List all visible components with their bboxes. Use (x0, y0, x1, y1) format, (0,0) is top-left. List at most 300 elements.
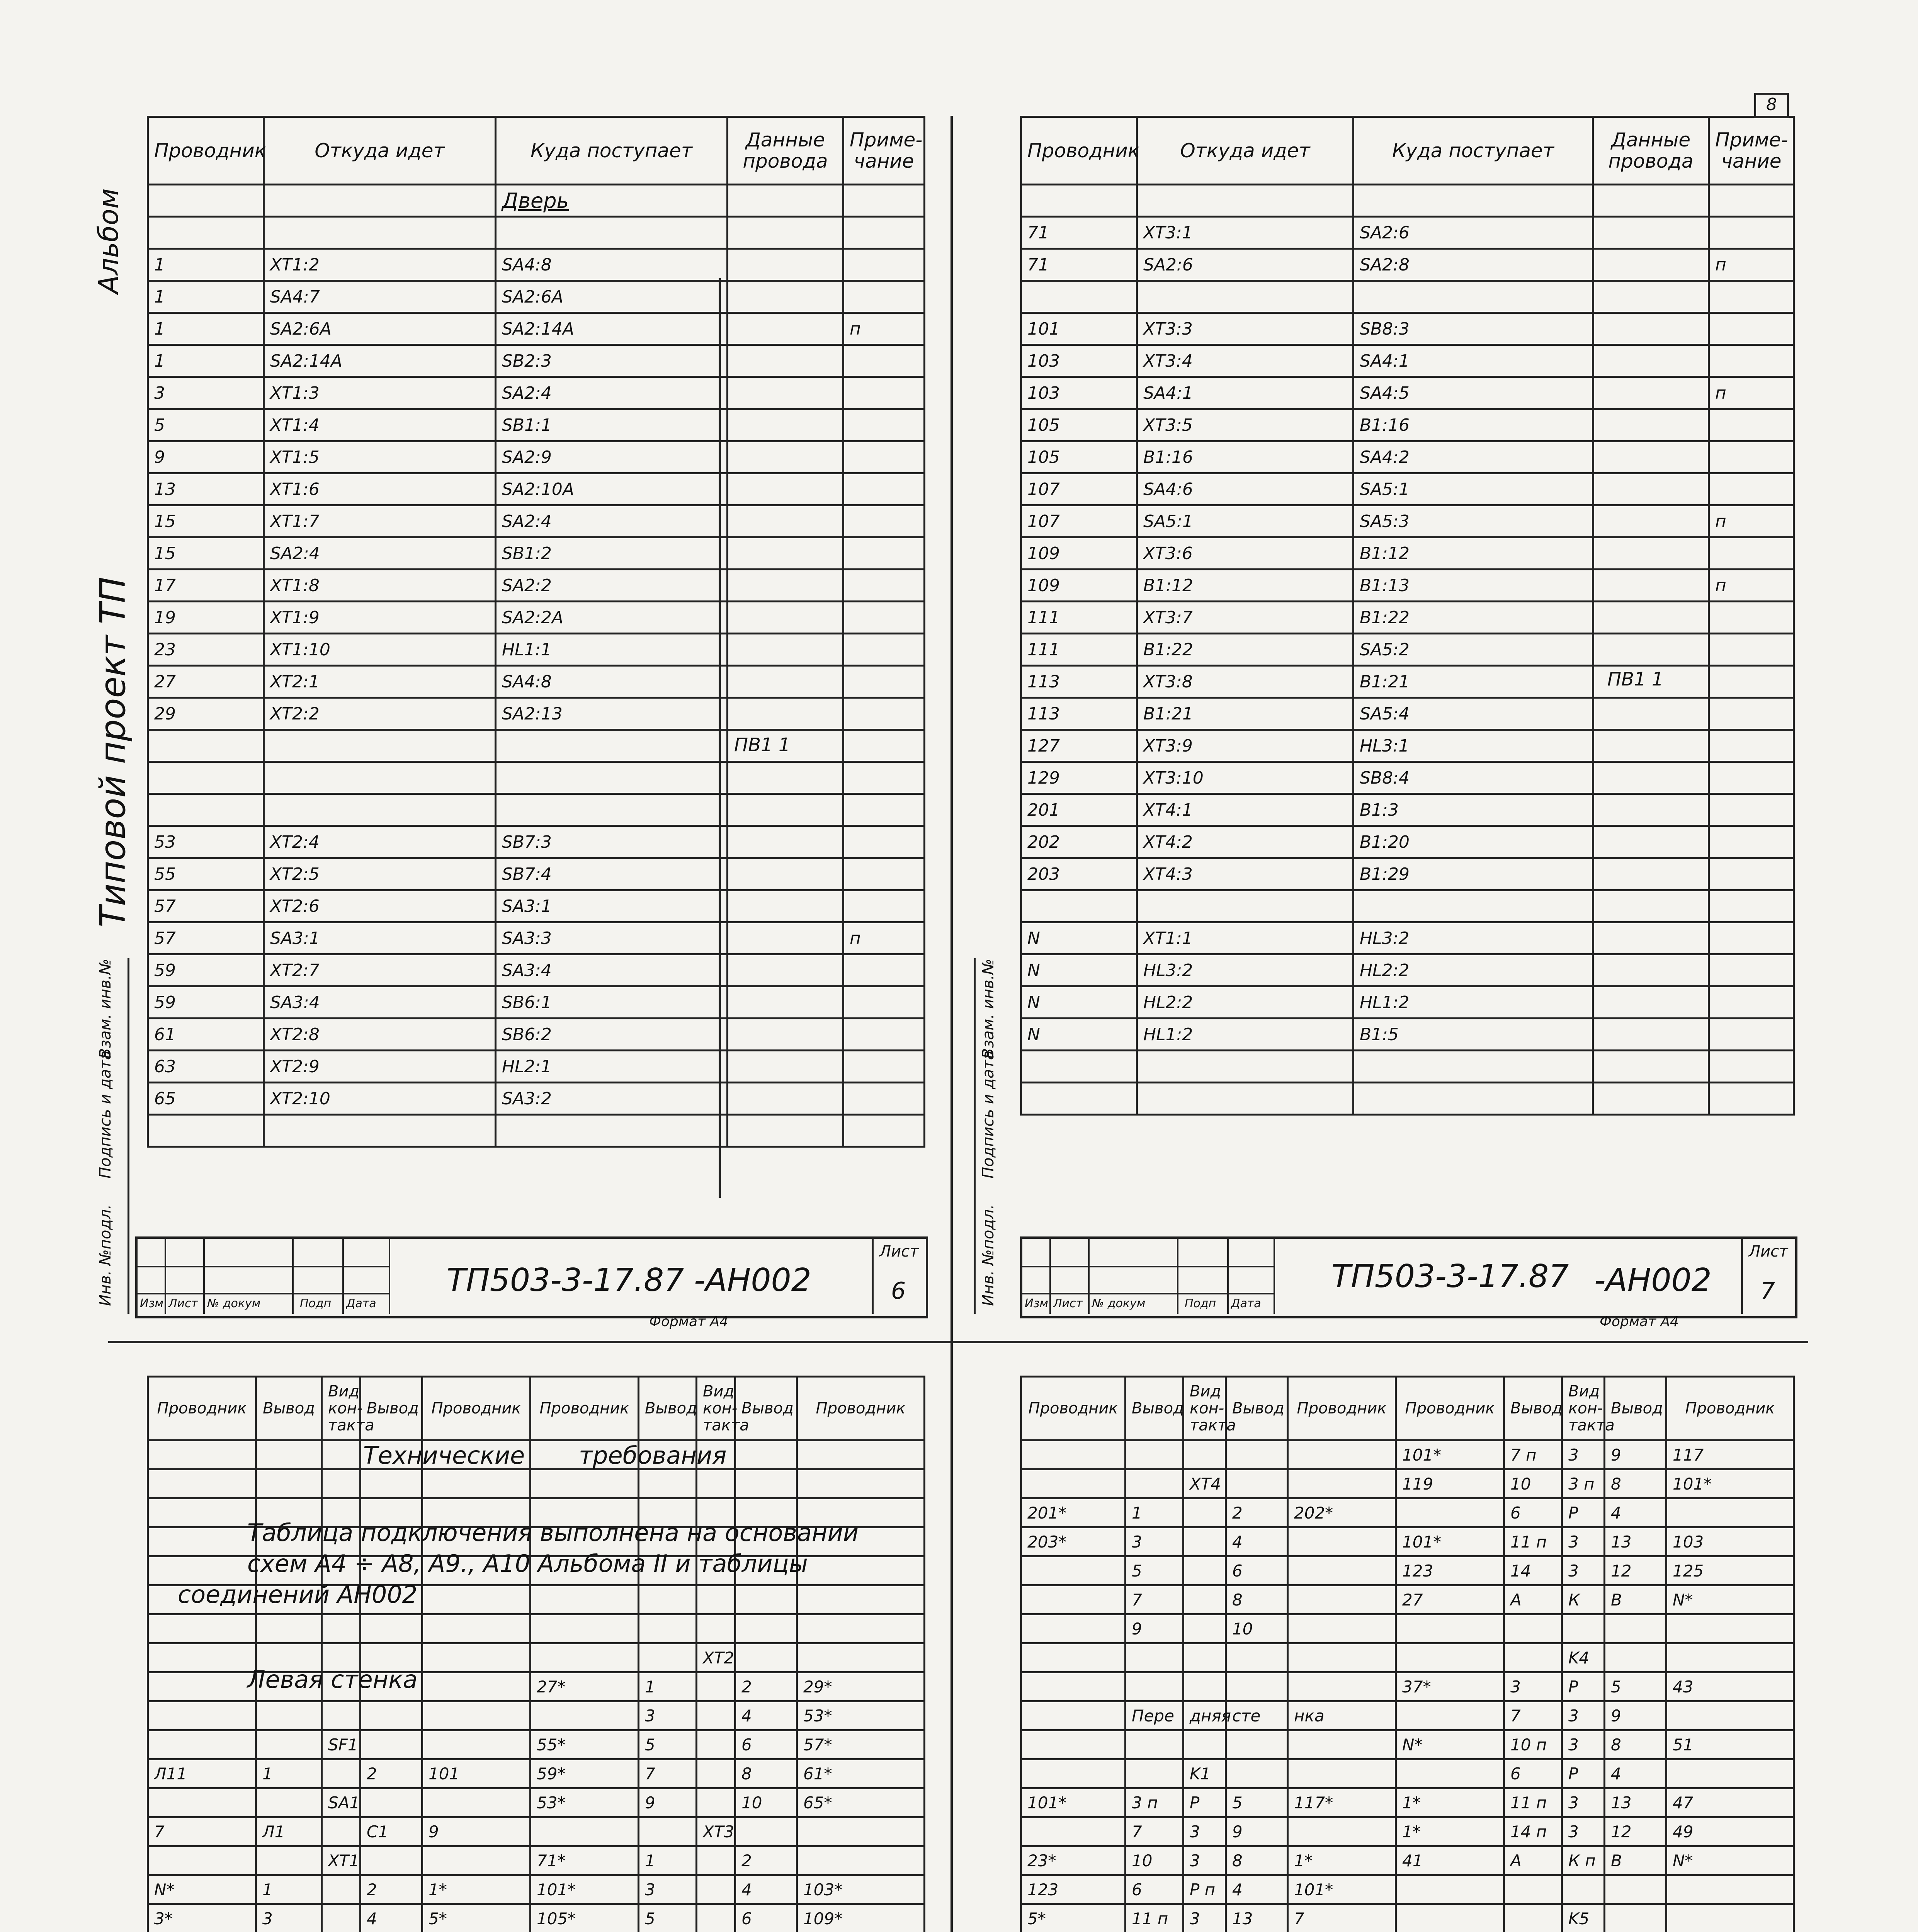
wire-note: ПВ1 1 (734, 734, 791, 756)
from-cell: SA3:1 (264, 922, 496, 954)
tech-requirements: Технические требования (363, 1441, 727, 1469)
conn-cell: 53* (797, 1701, 925, 1730)
conn-cell (1605, 1614, 1666, 1643)
conn-cell: XT4 (1183, 1469, 1226, 1498)
from-cell: XT2:4 (264, 826, 496, 858)
table-row (148, 1846, 925, 1875)
conn-cell (148, 1846, 256, 1875)
conn-cell (1226, 1672, 1288, 1701)
note-cell (843, 217, 925, 249)
col-header: Приме-чание (843, 117, 925, 185)
table-row (1021, 762, 1794, 794)
col-header: Вывод (1126, 1377, 1183, 1440)
to-cell (496, 730, 728, 762)
from-cell: XT4:2 (1137, 826, 1353, 858)
wire-cell: 103 (1021, 377, 1137, 409)
conn-cell: 49 (1666, 1817, 1794, 1846)
conn-cell (1605, 1643, 1666, 1672)
conn-cell: 101* (1396, 1527, 1504, 1556)
conn-cell: 6 (1504, 1759, 1562, 1788)
from-cell (264, 730, 496, 762)
conn-cell (322, 1440, 360, 1469)
to-cell: SA2:6A (496, 281, 728, 313)
note-line: соединений АН002 (178, 1580, 418, 1609)
table-row (148, 1115, 925, 1147)
conn-cell (1288, 1469, 1396, 1498)
table-row (148, 1817, 925, 1846)
wire-cell: 59 (148, 954, 264, 986)
conn-cell (797, 1556, 925, 1585)
from-cell: XT3:4 (1137, 345, 1353, 377)
conn-cell: 202* (1288, 1498, 1396, 1527)
conn-cell (639, 1614, 697, 1643)
to-cell (496, 794, 728, 826)
table-row (148, 1875, 925, 1904)
from-cell (264, 217, 496, 249)
from-cell: XT1:8 (264, 570, 496, 602)
wire-cell: N (1021, 922, 1137, 954)
conn-cell (1226, 1469, 1288, 1498)
table-row (148, 409, 925, 441)
col-header: Проводник (1396, 1377, 1504, 1440)
table-row (1021, 281, 1794, 313)
conn-cell: 119 (1396, 1469, 1504, 1498)
conn-cell (1226, 1440, 1288, 1469)
conn-cell (148, 1788, 256, 1817)
conn-cell: 6 (735, 1904, 797, 1932)
wire-data-cell (1593, 473, 1709, 505)
table-row (1021, 537, 1794, 570)
wire-data-cell (728, 570, 843, 602)
conn-cell (1288, 1672, 1396, 1701)
table-row (1021, 345, 1794, 377)
to-cell (496, 762, 728, 794)
note-cell (1709, 954, 1794, 986)
from-cell: HL3:2 (1137, 954, 1353, 986)
conn-cell: 6 (1126, 1875, 1183, 1904)
conn-cell (360, 1846, 422, 1875)
conn-cell: 11 п (1126, 1904, 1183, 1932)
conn-cell: 9 (422, 1817, 531, 1846)
conn-cell (797, 1585, 925, 1614)
conn-cell (422, 1614, 531, 1643)
conn-cell: 7 (1126, 1585, 1183, 1614)
note-cell (843, 377, 925, 409)
to-cell: HL2:1 (496, 1051, 728, 1083)
to-cell: SA5:1 (1353, 473, 1593, 505)
from-cell: B1:16 (1137, 441, 1353, 473)
note-cell (843, 826, 925, 858)
note-cell (1709, 217, 1794, 249)
note-cell (843, 890, 925, 922)
from-cell: XT1:3 (264, 377, 496, 409)
wire-cell (1021, 281, 1137, 313)
conn-cell: 53* (531, 1788, 639, 1817)
table-row (1021, 986, 1794, 1019)
to-cell: SA5:3 (1353, 505, 1593, 537)
conn-cell (148, 1498, 256, 1527)
table-row (148, 1019, 925, 1051)
wire-data-cell (1593, 217, 1709, 249)
wire-data-cell (728, 890, 843, 922)
conn-cell (256, 1614, 322, 1643)
conn-cell (148, 1614, 256, 1643)
col-header: Приме-чание (1709, 117, 1794, 185)
note-cell (1709, 986, 1794, 1019)
conn-cell (1666, 1701, 1794, 1730)
note-cell (843, 954, 925, 986)
note-cell (1709, 730, 1794, 762)
table-row (148, 826, 925, 858)
conn-cell (639, 1469, 697, 1498)
from-cell: XT1:2 (264, 249, 496, 281)
conn-cell: 6 (735, 1730, 797, 1759)
wire-cell: 1 (148, 345, 264, 377)
conn-cell (1021, 1556, 1126, 1585)
wire-data-cell (728, 1115, 843, 1147)
note-cell (843, 1019, 925, 1051)
note-cell (843, 537, 925, 570)
conn-cell (256, 1440, 322, 1469)
from-cell: SA4:7 (264, 281, 496, 313)
conn-cell (735, 1643, 797, 1672)
table-row (1021, 1440, 1794, 1469)
to-cell (1353, 1083, 1593, 1115)
conn-cell (422, 1730, 531, 1759)
note-cell (843, 249, 925, 281)
conn-cell (148, 1672, 256, 1701)
table-row (148, 666, 925, 698)
table-row (1021, 217, 1794, 249)
sheet-7 (1020, 95, 1793, 1330)
conn-cell: 10 п (1504, 1730, 1562, 1759)
table-row (1021, 313, 1794, 345)
wire-cell: 109 (1021, 537, 1137, 570)
wire-data-cell (1593, 1083, 1709, 1115)
col-header: Проводник (1666, 1377, 1794, 1440)
wire-cell: 202 (1021, 826, 1137, 858)
side-field: Взам. инв.№ (97, 959, 114, 1059)
conn-cell: 11 п (1504, 1788, 1562, 1817)
side-field: Подпись и дата (97, 1050, 114, 1179)
col-header: Вывод (360, 1377, 422, 1440)
wire-cell: 71 (1021, 217, 1137, 249)
conn-cell (531, 1585, 639, 1614)
note-cell (1709, 1083, 1794, 1115)
conn-cell (639, 1817, 697, 1846)
wire-data-cell (728, 1083, 843, 1115)
sheet-6 (140, 116, 923, 1330)
from-cell: SA2:4 (264, 537, 496, 570)
wire-cell: 105 (1021, 441, 1137, 473)
from-cell: HL1:2 (1137, 1019, 1353, 1051)
table-row (148, 473, 925, 505)
stamp-h-date: Дата (1231, 1297, 1261, 1310)
to-cell: B1:29 (1353, 858, 1593, 890)
to-cell: SB7:3 (496, 826, 728, 858)
conn-cell: 12 (1605, 1556, 1666, 1585)
note-cell (1709, 1051, 1794, 1083)
conn-cell: 4 (1226, 1527, 1288, 1556)
from-cell: XT3:5 (1137, 409, 1353, 441)
from-cell: SA2:6A (264, 313, 496, 345)
conn-cell: 2 (360, 1875, 422, 1904)
wire-data-cell (1593, 537, 1709, 570)
conn-cell: 27* (531, 1672, 639, 1701)
wire-cell (1021, 185, 1137, 217)
conn-cell (322, 1759, 360, 1788)
from-cell: B1:21 (1137, 698, 1353, 730)
table-row (1021, 1585, 1794, 1614)
note-cell (843, 1051, 925, 1083)
conn-cell (322, 1875, 360, 1904)
table-row (1021, 634, 1794, 666)
conn-cell (1126, 1730, 1183, 1759)
conn-cell: 7 (639, 1759, 697, 1788)
to-cell: SA4:5 (1353, 377, 1593, 409)
from-cell: XT4:3 (1137, 858, 1353, 890)
note-cell (843, 602, 925, 634)
from-cell: XT3:8 (1137, 666, 1353, 698)
from-cell: XT1:5 (264, 441, 496, 473)
conn-cell (797, 1817, 925, 1846)
wire-data-cell (1593, 698, 1709, 730)
from-cell: SA2:6 (1137, 249, 1353, 281)
conn-cell (735, 1817, 797, 1846)
table-row (1021, 698, 1794, 730)
wire-data-cell (728, 281, 843, 313)
conn-cell (531, 1614, 639, 1643)
table-row (1021, 1019, 1794, 1051)
note-cell (1709, 634, 1794, 666)
wire-cell: 107 (1021, 473, 1137, 505)
conn-cell (1021, 1759, 1126, 1788)
table-row (148, 730, 925, 762)
conn-cell (1183, 1672, 1226, 1701)
table-row (148, 537, 925, 570)
conn-cell: 101 (422, 1759, 531, 1788)
note-cell (843, 986, 925, 1019)
note-cell (843, 505, 925, 537)
wire-data-cell (728, 666, 843, 698)
conn-cell (322, 1904, 360, 1932)
note-cell (843, 345, 925, 377)
note-cell (843, 441, 925, 473)
conn-cell (1666, 1498, 1794, 1527)
col-header: Проводник (531, 1377, 639, 1440)
conn-cell (1288, 1817, 1396, 1846)
table-row (1021, 1788, 1794, 1817)
conn-cell (797, 1469, 925, 1498)
from-cell: XT1:7 (264, 505, 496, 537)
note-cell (843, 409, 925, 441)
to-cell: HL2:2 (1353, 954, 1593, 986)
conn-cell: 1 (1126, 1498, 1183, 1527)
table-row (1021, 1875, 1794, 1904)
conn-cell: К п (1562, 1846, 1605, 1875)
conn-cell: N* (1666, 1585, 1794, 1614)
wire-data-cell (1593, 1019, 1709, 1051)
conn-cell (1183, 1556, 1226, 1585)
from-cell (1137, 281, 1353, 313)
note-cell (1709, 890, 1794, 922)
conn-cell: 29* (797, 1672, 925, 1701)
table-row (1021, 377, 1794, 409)
conn-cell: 203* (1021, 1527, 1126, 1556)
conn-cell: 125 (1666, 1556, 1794, 1585)
table-row (148, 281, 925, 313)
note-cell (1709, 794, 1794, 826)
wire-data-cell (728, 249, 843, 281)
col-header: Проводник (797, 1377, 925, 1440)
conn-cell (1396, 1875, 1504, 1904)
wire-cell: 1 (148, 313, 264, 345)
stamp-h-doc: № докум (207, 1297, 261, 1310)
conn-cell (697, 1788, 735, 1817)
conn-cell: С1 (360, 1817, 422, 1846)
conn-cell: Р (1562, 1672, 1605, 1701)
conn-cell (1183, 1440, 1226, 1469)
table-row (1021, 1643, 1794, 1672)
conn-cell (1288, 1643, 1396, 1672)
conn-cell (148, 1527, 256, 1556)
conn-cell (1021, 1701, 1126, 1730)
to-cell (496, 217, 728, 249)
wire-data-cell (1593, 794, 1709, 826)
wire-cell (1021, 890, 1137, 922)
conn-cell (697, 1585, 735, 1614)
from-cell: XT1:6 (264, 473, 496, 505)
conn-cell: 43 (1666, 1672, 1794, 1701)
wire-data-cell (728, 505, 843, 537)
from-cell: XT2:6 (264, 890, 496, 922)
table-row (148, 1788, 925, 1817)
conn-cell (256, 1701, 322, 1730)
conn-cell: 6 (1226, 1556, 1288, 1585)
conn-cell: 3 (1562, 1701, 1605, 1730)
section-title: Дверь (496, 185, 728, 217)
note-line: схем А4 ÷ А8, А9., А10 Альбома II и таблицы (247, 1549, 808, 1578)
conn-cell (256, 1469, 322, 1498)
table-row (148, 345, 925, 377)
wire-cell (148, 730, 264, 762)
conn-cell: 3 (1183, 1817, 1226, 1846)
table-row (1021, 1846, 1794, 1875)
col-header: Куда поступает (1353, 117, 1593, 185)
conn-cell: Р (1183, 1788, 1226, 1817)
wire-cell: 1 (148, 281, 264, 313)
conn-cell: 5 (639, 1730, 697, 1759)
conn-cell (1126, 1643, 1183, 1672)
col-header: Вывод (1226, 1377, 1288, 1440)
conn-cell (360, 1469, 422, 1498)
page-divider (950, 116, 953, 1932)
table-row (148, 1730, 925, 1759)
conn-cell: Пере (1126, 1701, 1183, 1730)
to-cell: B1:5 (1353, 1019, 1593, 1051)
table-row (1021, 1469, 1794, 1498)
col-header: Вывод (639, 1377, 697, 1440)
wire-data-cell (728, 377, 843, 409)
to-cell: SA3:4 (496, 954, 728, 986)
conn-cell (1504, 1643, 1562, 1672)
from-cell: XT1:1 (1137, 922, 1353, 954)
col-header: Проводник (148, 117, 264, 185)
wire-data-cell (728, 217, 843, 249)
note-cell (843, 730, 925, 762)
conn-cell: 59* (531, 1759, 639, 1788)
to-cell: SA2:2A (496, 602, 728, 634)
conn-cell: 27 (1396, 1585, 1504, 1614)
col-header: Откуда идет (1137, 117, 1353, 185)
table-row (1021, 922, 1794, 954)
note-cell (1709, 762, 1794, 794)
to-cell: SA2:2 (496, 570, 728, 602)
wire-data-cell (1593, 954, 1709, 986)
side-field: Взам. инв.№ (979, 959, 997, 1059)
conn-cell (531, 1817, 639, 1846)
conn-cell: 123 (1396, 1556, 1504, 1585)
stamp-h-list: Лист (168, 1297, 198, 1310)
table-row (148, 313, 925, 345)
to-cell: B1:22 (1353, 602, 1593, 634)
note-cell (1709, 313, 1794, 345)
conn-cell: Л11 (148, 1759, 256, 1788)
conn-cell: 101* (1396, 1440, 1504, 1469)
conn-cell (148, 1469, 256, 1498)
from-cell: HL2:2 (1137, 986, 1353, 1019)
conn-cell: 3 (1562, 1730, 1605, 1759)
note-cell: п (1709, 505, 1794, 537)
conn-cell: 101* (1666, 1469, 1794, 1498)
wire-cell: 19 (148, 602, 264, 634)
conn-cell: Р (1562, 1759, 1605, 1788)
wire-cell: 109 (1021, 570, 1137, 602)
conn-cell (697, 1672, 735, 1701)
sheet6-table (147, 116, 925, 1148)
conn-cell (735, 1585, 797, 1614)
wire-data-cell (1593, 826, 1709, 858)
conn-cell: 41 (1396, 1846, 1504, 1875)
conn-cell: K5 (1562, 1904, 1605, 1932)
to-cell (1353, 1051, 1593, 1083)
conn-cell: 117 (1666, 1440, 1794, 1469)
note-cell (843, 1083, 925, 1115)
conn-cell: 3 (1562, 1527, 1605, 1556)
to-cell: B1:12 (1353, 537, 1593, 570)
page-divider (108, 1341, 1808, 1343)
wire-data-cell (728, 698, 843, 730)
to-cell: SA2:14A (496, 313, 728, 345)
from-cell: XT3:6 (1137, 537, 1353, 570)
wire-cell (148, 794, 264, 826)
to-cell: B1:20 (1353, 826, 1593, 858)
conn-cell (697, 1875, 735, 1904)
from-cell (264, 1115, 496, 1147)
conn-cell: 7 (1126, 1817, 1183, 1846)
conn-cell (697, 1730, 735, 1759)
to-cell (1353, 281, 1593, 313)
note-cell (1709, 409, 1794, 441)
wire-cell: 111 (1021, 602, 1137, 634)
conn-cell: XT2 (697, 1643, 735, 1672)
conn-cell (256, 1788, 322, 1817)
from-cell (1137, 185, 1353, 217)
note-cell (1709, 666, 1794, 698)
to-cell: SA4:2 (1353, 441, 1593, 473)
side-field: Инв. №подл. (979, 1204, 997, 1306)
conn-cell: 8 (1226, 1846, 1288, 1875)
